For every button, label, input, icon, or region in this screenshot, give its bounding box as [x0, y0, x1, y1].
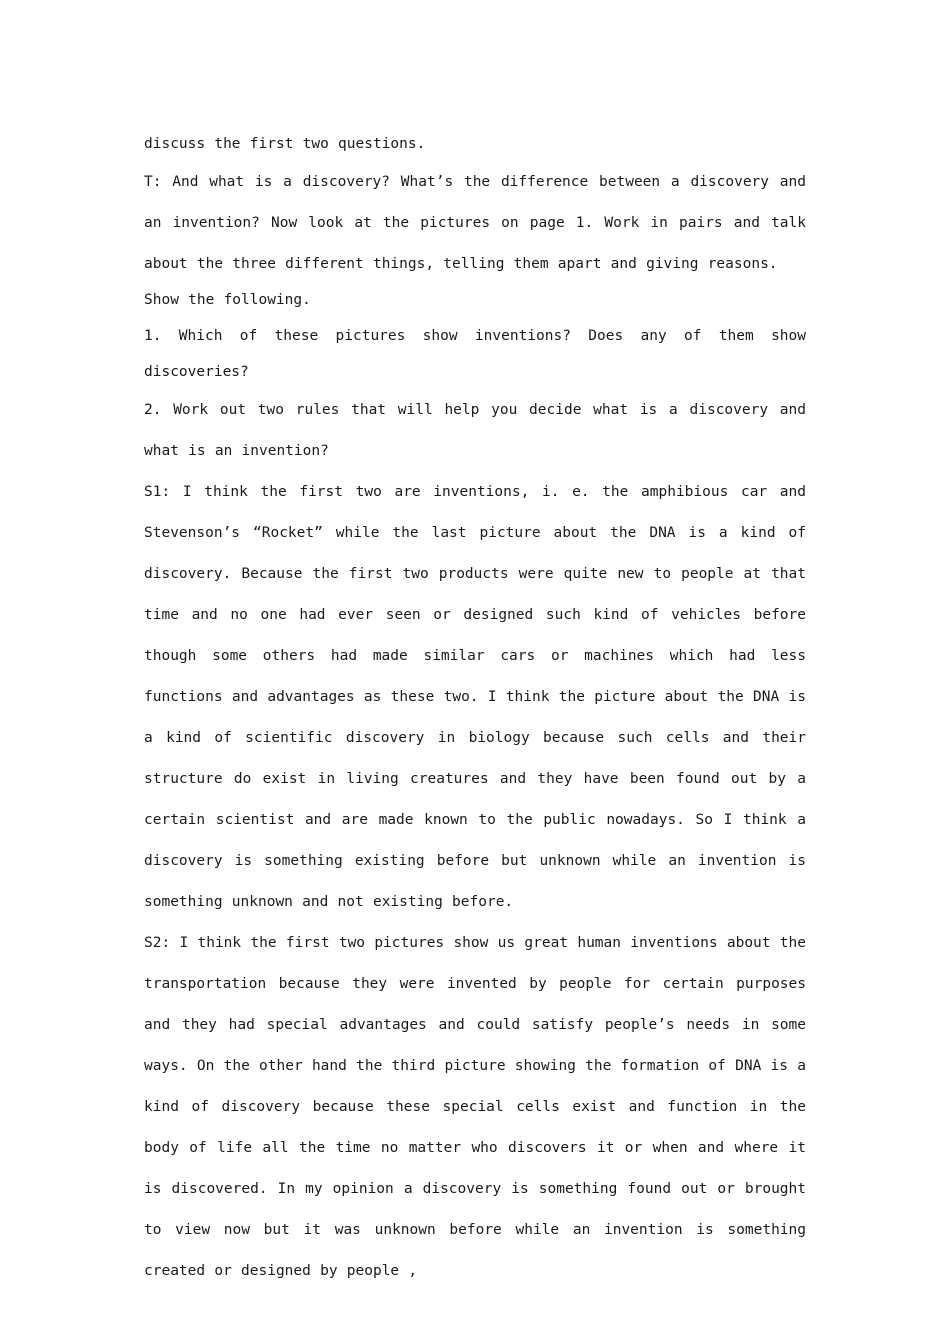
paragraph-show-following: Show the following.	[144, 292, 311, 308]
paragraph-question-2: 2. Work out two rules that will help you decide what is a discovery and what is an invention?	[144, 402, 806, 459]
paragraph-question-1: 1. Which of these pictures show inventions? Does any of them show discoveries?	[144, 328, 806, 380]
paragraph-student-2: S2: I think the first two pictures show us great human inventions about the transportation because they were invented by people for certain purposes and they had special advantages and could satisfy people’s needs in some ways. On the other hand the third picture showing the formation of DNA is a kind of discovery because these special cells exist and function in the body of life all the time no matter who discovers it or when and where it is discovered. In my opinion a discovery is something found out or brought to view now but it was unknown before while an invention is something created or designed by people ,	[144, 935, 806, 1279]
paragraph-intro: discuss the first two questions.	[144, 136, 426, 152]
paragraph-student-1: S1: I think the first two are inventions, i. e. the amphibious car and Stevenson’s “Rocket” while the last picture about the DNA is a kind of discovery. Because the first two products were quite new to people at that time and no one had ever seen or designed such kind of vehicles before though some others had made similar cars or machines which had less functions and advantages as these two. I think the picture about the DNA is a kind of scientific discovery in biology because such cells and their structure do exist in living creatures and they have been found out by a certain scientist and are made known to the public nowadays. So I think a discovery is something existing before but unknown while an invention is something unknown and not existing before.	[144, 484, 806, 910]
paragraph-teacher-question: T: And what is a discovery? What’s the difference between a discovery and an invention? Now look at the pictures on page 1. Work in pairs and talk about the three different things, telling them apart and giving reasons.	[144, 174, 806, 272]
document-body	[144, 126, 806, 1292]
